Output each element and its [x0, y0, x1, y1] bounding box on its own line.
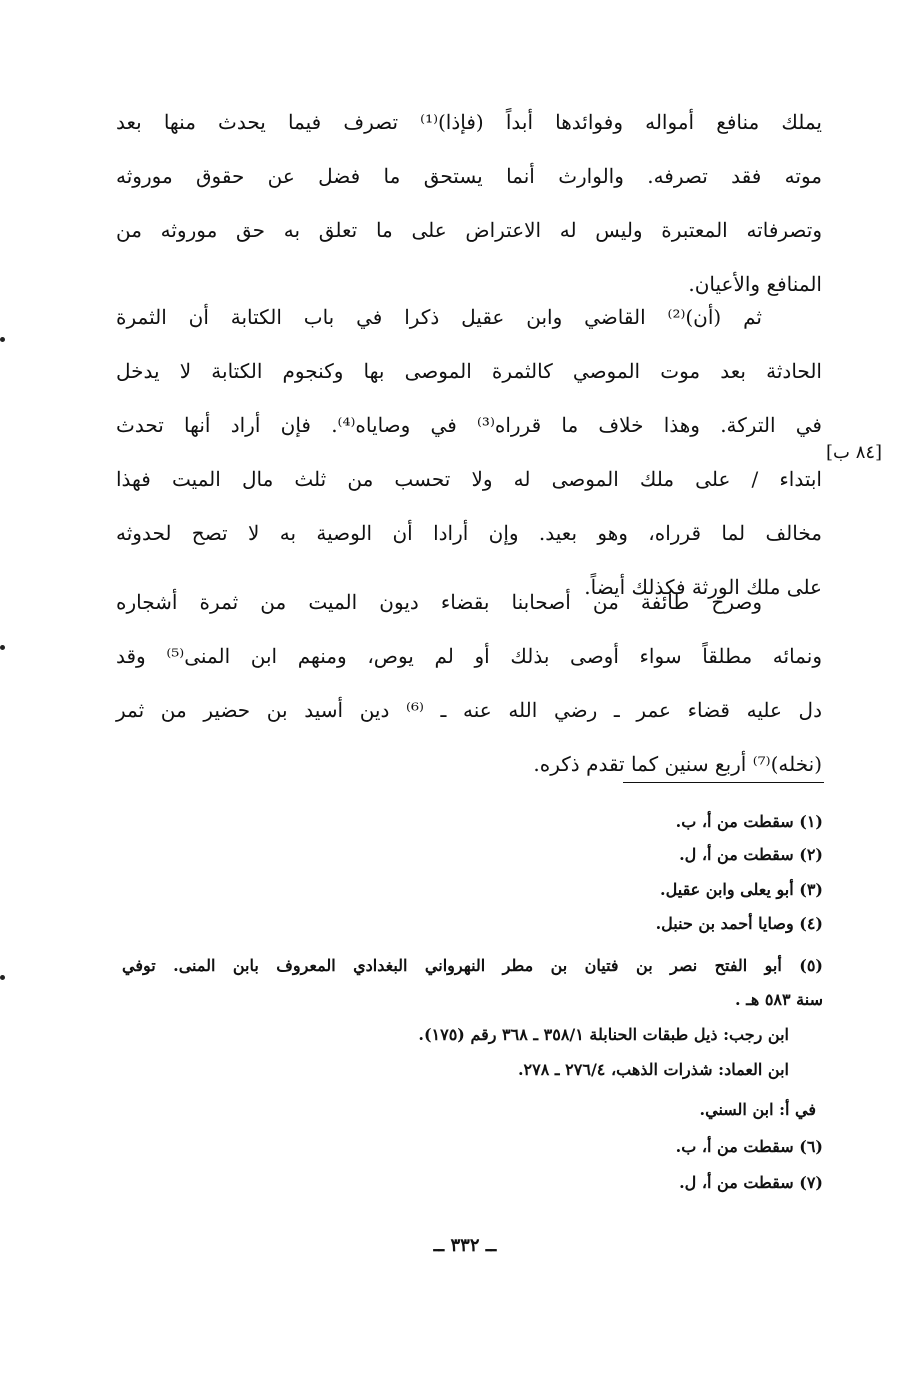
- footnote-6: (٦) سقطت من أ، ب.: [675, 1137, 823, 1156]
- text-line: الحادثة بعد موت الموصي كالثمرة الموصى بها وكنجوم الكتابة لا يدخل: [116, 359, 822, 383]
- text-line: على ملك الورثة فكذلك أيضاً.: [584, 575, 822, 599]
- footnote-5-variant: في أ: ابن السني.: [699, 1100, 816, 1119]
- footnote-separator: [623, 782, 824, 783]
- edge-dot: [0, 975, 5, 980]
- paragraph-2: [116, 290, 822, 614]
- text-line: مخالف لما قرراه، وهو بعيد. وإن أرادا أن الوصية به لا تصح لحدوثه: [116, 521, 822, 545]
- text-line: ثم (أن)⁽²⁾ القاضي وابن عقيل ذكرا في باب الكتابة أن الثمرة: [116, 305, 762, 329]
- text-line: ونمائه مطلقاً سواء أوصى بذلك أو لم يوص، ومنهم ابن المنى⁽⁵⁾ وقد: [116, 644, 822, 668]
- text-line: موته فقد تصرفه. والوارث أنما يستحق ما فضل عن حقوق موروثه: [116, 164, 822, 188]
- text-line: (نخله)⁽⁷⁾ أربع سنين كما تقدم ذكره.: [533, 752, 822, 776]
- text-line: وصرح طائفة من أصحابنا بقضاء ديون الميت من ثمرة أشجاره: [116, 590, 762, 614]
- footnote-4: (٤) وصايا أحمد بن حنبل.: [655, 914, 823, 933]
- text-line: يملك منافع أمواله وفوائدها أبداً (فإذا)⁽¹⁾ تصرف فيما يحدث منها بعد: [116, 110, 822, 134]
- text-line: في التركة. وهذا خلاف ما قرراه⁽³⁾ في وصاياه⁽⁴⁾. فإن أراد أنها تحدث: [116, 413, 822, 437]
- footnote-5-reference: ابن العماد: شذرات الذهب، ٢٧٦/٤ ـ ٢٧٨.: [517, 1060, 789, 1079]
- footnote-3: (٣) أبو يعلى وابن عقيل.: [660, 880, 823, 899]
- page-number: ــ ٣٣٢ ــ: [433, 1235, 497, 1256]
- text-line: ابتداء / على ملك الموصى له ولا تحسب من ثلث مال الميت فهذا: [116, 467, 822, 491]
- edge-dot: [0, 337, 5, 342]
- footnote-7: (٧) سقطت من أ، ل.: [679, 1173, 823, 1192]
- footnote-5-reference: ابن رجب: ذيل طبقات الحنابلة ٣٥٨/١ ـ ٣٦٨ رقم (١٧٥).: [418, 1025, 789, 1044]
- paragraph-1: [116, 95, 822, 311]
- footnote-1: (١) سقطت من أ، ب.: [675, 812, 823, 831]
- edge-dot: [0, 645, 5, 650]
- paragraph-3: [116, 575, 822, 791]
- margin-folio-note: [٨٤ ب]: [826, 442, 883, 463]
- text-line: المنافع والأعيان.: [688, 272, 822, 296]
- footnote-2: (٢) سقطت من أ، ل.: [679, 845, 823, 864]
- text-line: وتصرفاته المعتبرة وليس له الاعتراض على ما تعلق به حق موروثه من: [116, 218, 822, 242]
- footnote-5-continuation: سنة ٥٨٣ هـ .: [734, 990, 823, 1009]
- text-line: دل عليه قضاء عمر ـ رضي الله عنه ـ ⁽⁶⁾ دين أسيد بن حضير من ثمر: [116, 698, 822, 722]
- footnote-5: (٥) أبو الفتح نصر بن فتيان بن مطر النهرواني البغدادي المعروف بابن المنى. توفي: [122, 956, 823, 975]
